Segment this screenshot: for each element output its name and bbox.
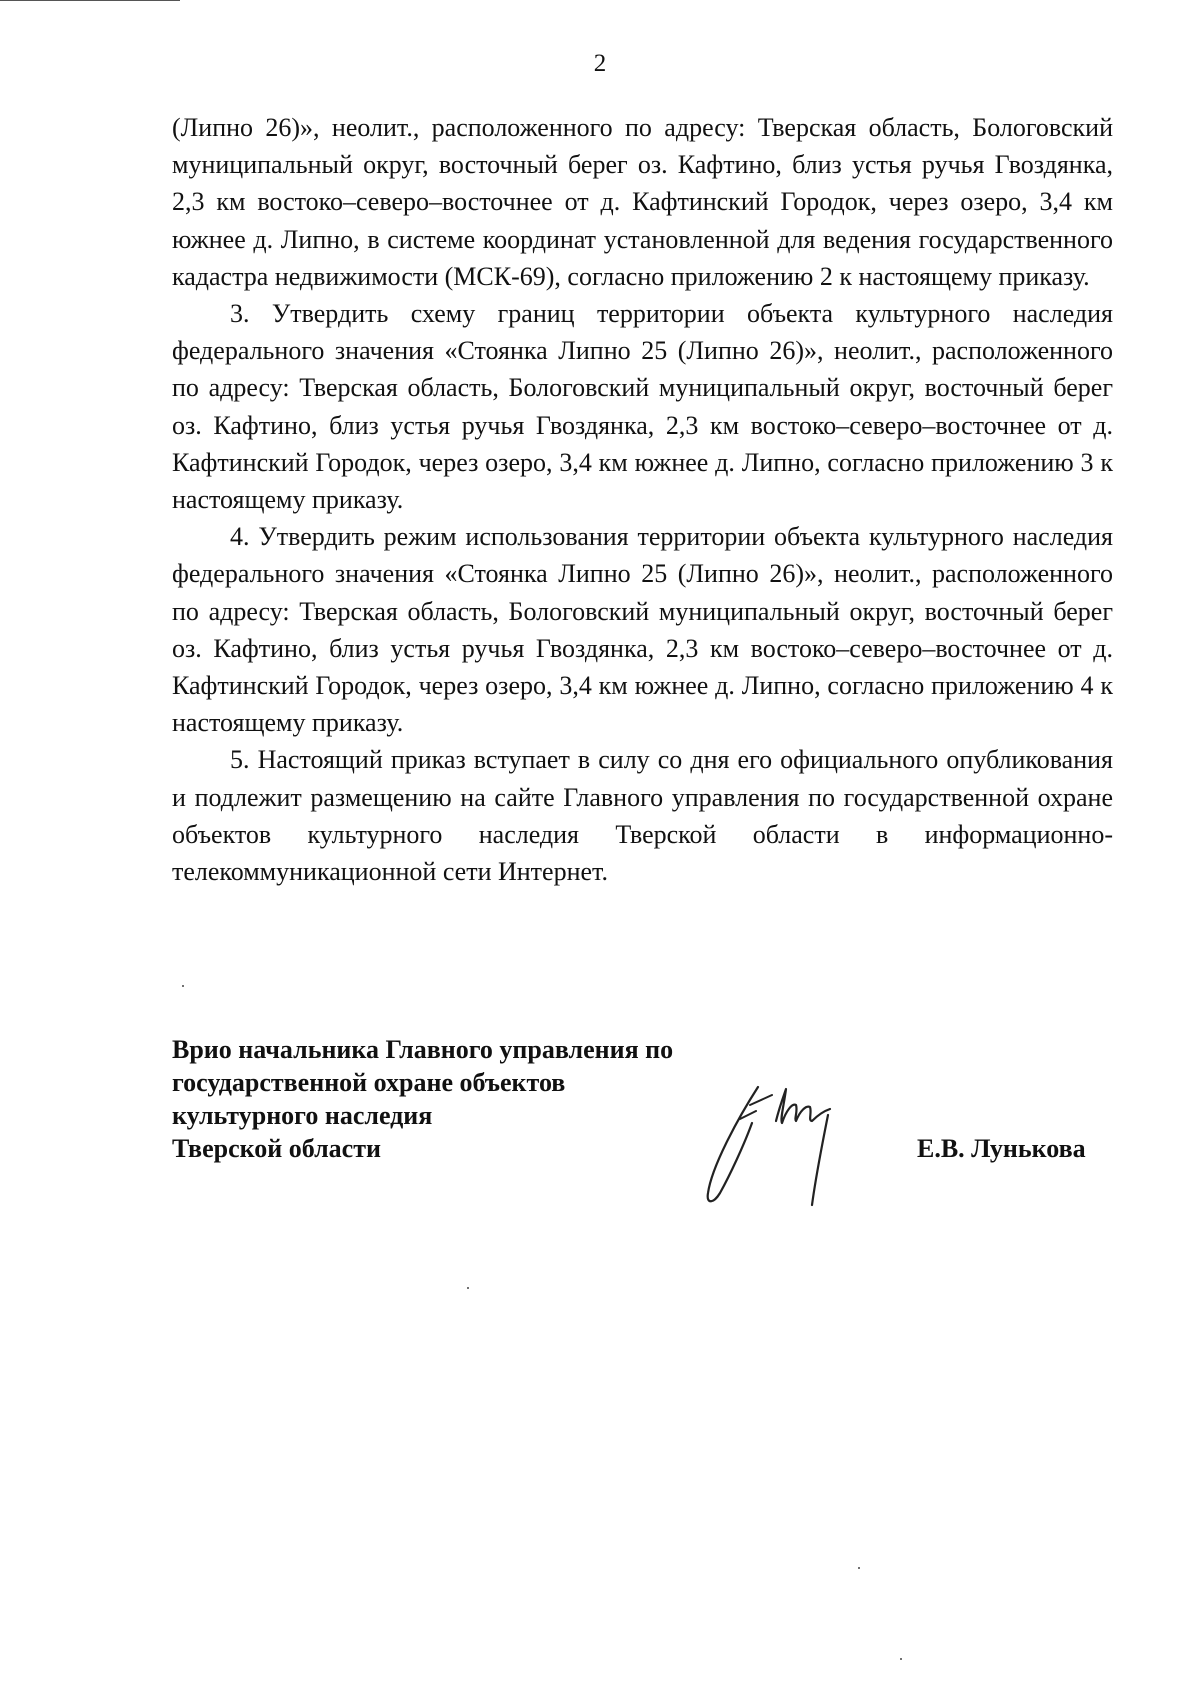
scan-edge-line <box>0 0 180 1</box>
signatory-title <box>172 1033 732 1165</box>
document-body <box>172 109 1113 890</box>
paragraph-item-3: 3. Утвердить схему границ территории объекта культурного наследия федерального значения «Стоянка Липно 25 (Липно 26)», неолит., расположенного по адресу: Тверская область, Бологовский муниципальный округ, восточный берег оз. Кафтино, близ устья ручья Гвоздянка, 2,3 км востоко–северо–восточнее от д. Кафтинский Городок, через озеро, 3,4 км южнее д. Липно, согласно приложению 3 к настоящему приказу. <box>172 299 1113 515</box>
scan-speck <box>900 1658 902 1660</box>
handwritten-signature <box>700 1075 870 1215</box>
signatory-name: Е.В. Лунькова <box>917 1134 1086 1163</box>
scan-speck <box>467 1287 469 1289</box>
paragraph-continuation: (Липно 26)», неолит., расположенного по адресу: Тверская область, Бологовский муниципальный округ, восточный берег оз. Кафтино, близ устья ручья Гвоздянка, 2,3 км востоко–северо–восточнее от д. Кафтинский Городок, через озеро, 3,4 км южнее д. Липно, в системе координат установленной для ведения государственного кадастра недвижимости (МСК-69), согласно приложению 2 к настоящему приказу. <box>172 113 1113 291</box>
signatory-title-line: Врио начальника Главного управления по <box>172 1035 674 1064</box>
signatory-title-line: государственной охране объектов <box>172 1068 566 1097</box>
scan-speck <box>858 1567 860 1569</box>
scan-speck <box>182 985 184 987</box>
paragraph-item-4: 4. Утвердить режим использования территории объекта культурного наследия федерального значения «Стоянка Липно 25 (Липно 26)», неолит., расположенного по адресу: Тверская область, Бологовский муниципальный округ, восточный берег оз. Кафтино, близ устья ручья Гвоздянка, 2,3 км востоко–северо–восточнее от д. Кафтинский Городок, через озеро, 3,4 км южнее д. Липно, согласно приложению 4 к настоящему приказу. <box>172 522 1113 738</box>
paragraph-item-5: 5. Настоящий приказ вступает в силу со дня его официального опубликования и подлежит размещению на сайте Главного управления по государственной охране объектов культурного наследия Тверской области в информационно-телекоммуникационной сети Интернет. <box>172 745 1113 887</box>
signatory-title-line: культурного наследия <box>172 1101 433 1130</box>
signatory-title-line: Тверской области <box>172 1134 381 1163</box>
page-number: 2 <box>593 50 607 77</box>
